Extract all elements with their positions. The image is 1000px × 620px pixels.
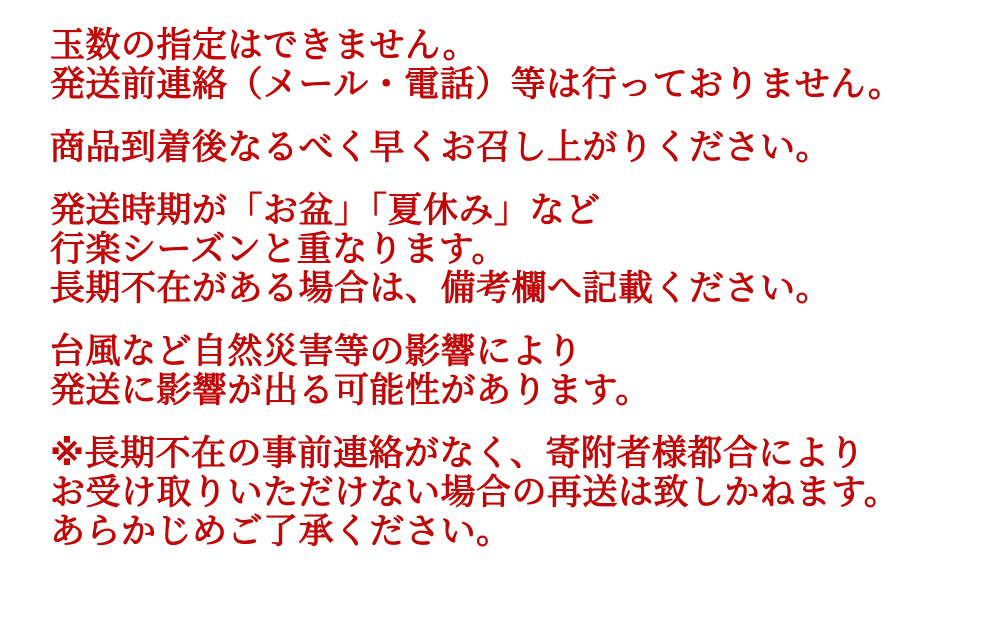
notice-block-season xyxy=(50,191,990,308)
notice-line: 行楽シーズンと重なります。 xyxy=(50,230,507,269)
notice-line: ※長期不在の事前連絡がなく、寄附者様都合により xyxy=(50,434,865,473)
notice-line: 発送に影響が出る可能性があります。 xyxy=(50,371,651,410)
notice-block-disaster xyxy=(50,332,990,410)
notice-line: 発送前連絡（メール・電話）等は行っておりません。 xyxy=(50,65,904,104)
notice-block-ordering xyxy=(50,26,990,104)
notice-block-freshness xyxy=(50,128,990,167)
notice-line: お受け取りいただけない場合の再送は致しかねます。 xyxy=(50,473,900,512)
notice-line: 玉数の指定はできません。 xyxy=(50,26,479,65)
notice-line: 長期不在がある場合は、備考欄へ記載ください。 xyxy=(50,269,832,308)
notice-line: あらかじめご了承ください。 xyxy=(50,512,512,551)
notice-line: 商品到着後なるべく早くお召し上がりください。 xyxy=(50,128,832,167)
notice-block-redelivery xyxy=(50,434,990,551)
notice-line: 発送時期が「お盆」「夏休み」など xyxy=(50,191,601,230)
notice-line: 台風など自然災害等の影響により xyxy=(50,332,583,371)
